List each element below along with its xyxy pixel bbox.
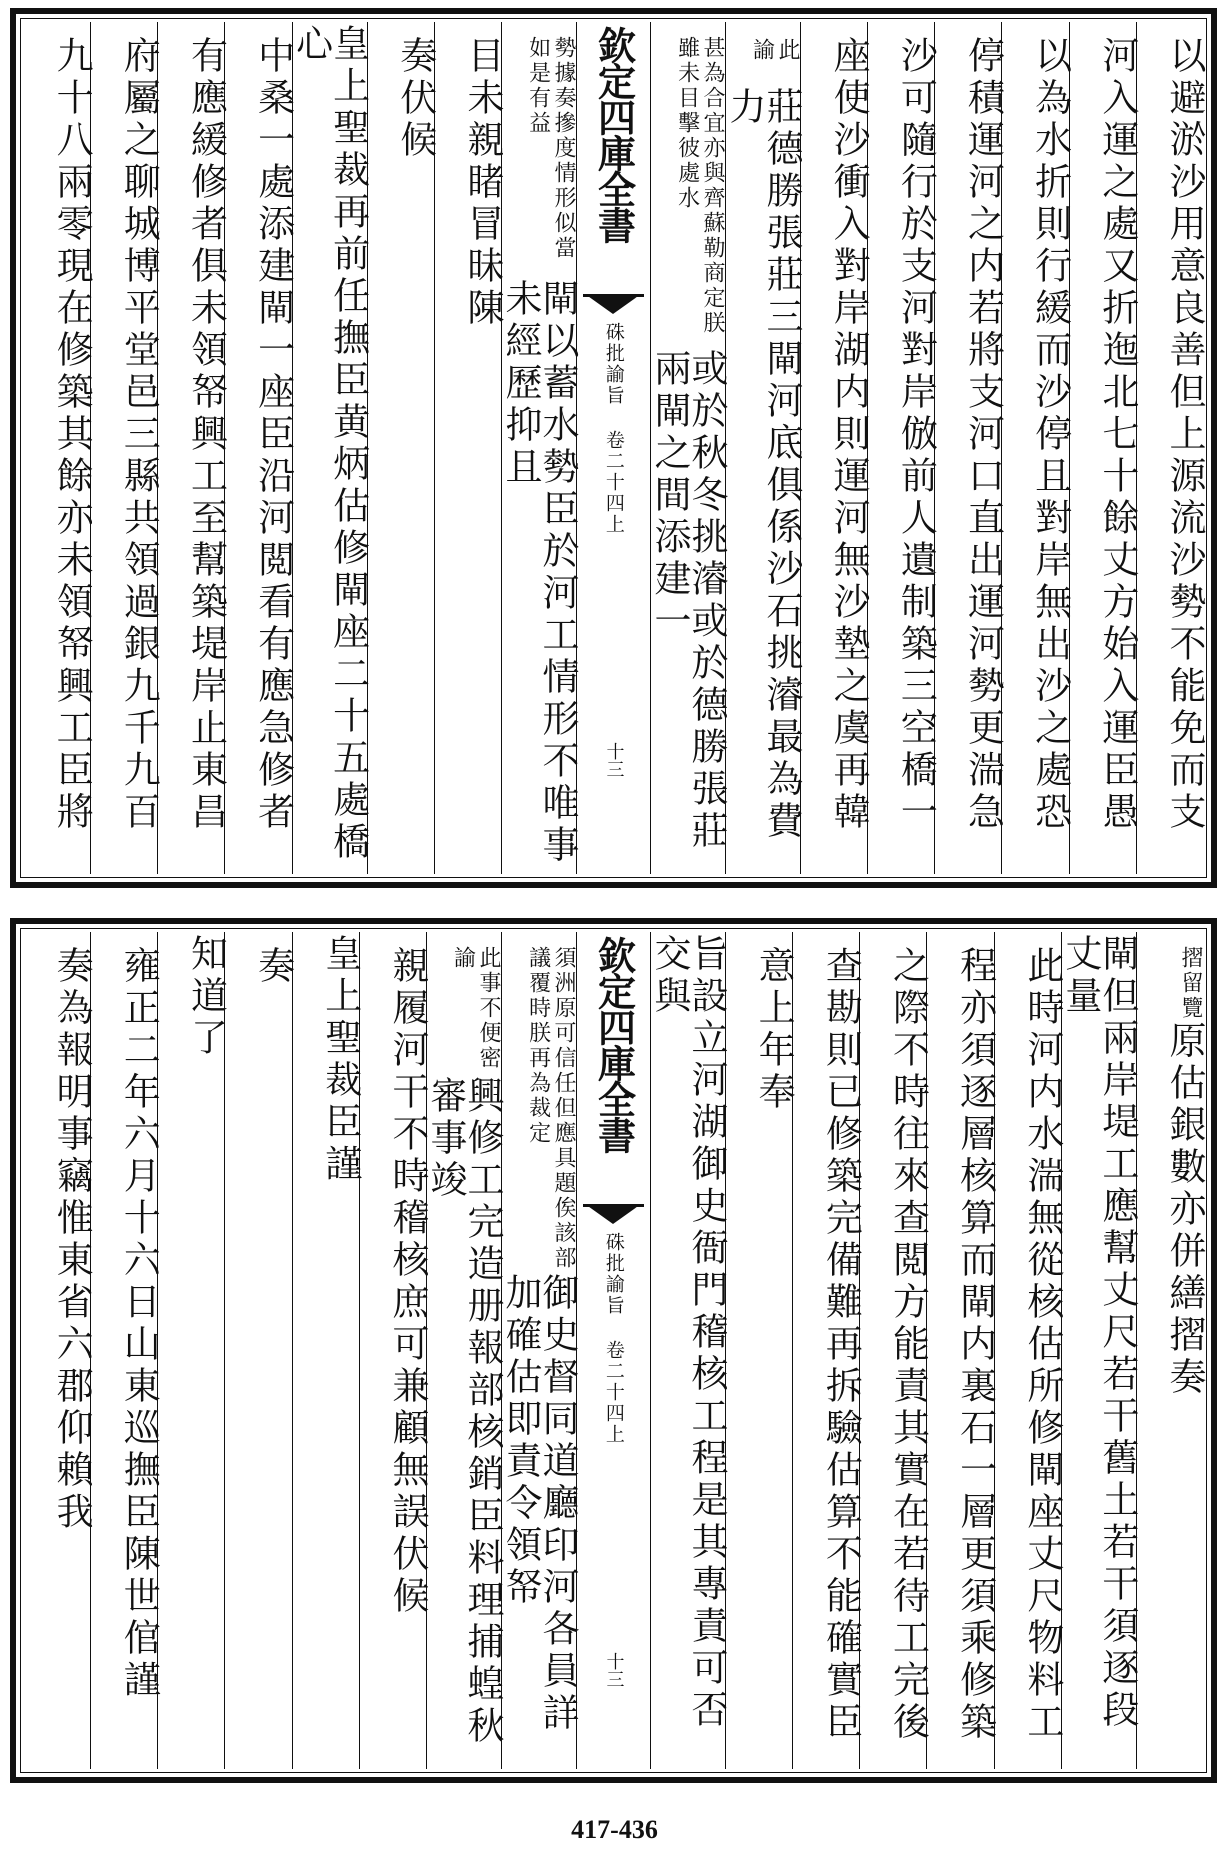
text-main: 閘以蓄水勢臣於河工情形不唯事未經歷抑且 xyxy=(498,278,579,867)
text-column: 座使沙衝入對岸湖内則運河無沙墊之虞再韓 xyxy=(800,22,867,874)
book-title-banner: 欽定四庫全書 xyxy=(591,26,637,242)
text-column: 意上年奉 xyxy=(725,932,792,1769)
text-main: 原估銀數亦併繕摺奏 xyxy=(1163,1021,1206,1399)
center-fold xyxy=(576,22,650,874)
text-column: 查勘則已修築完備難再拆驗估算不能確實臣 xyxy=(792,932,859,1769)
top-page xyxy=(10,8,1217,888)
text-main: 莊德勝張莊三閘河底俱係沙石挑濬最為費力 xyxy=(722,87,803,844)
center-fold xyxy=(576,932,650,1769)
text-column: 雍正二年六月十六日山東巡撫臣陳世倌謹 xyxy=(90,932,157,1769)
annotated-column xyxy=(1136,932,1206,1769)
volume-label: 硃批諭旨 卷二十四上 xyxy=(602,1232,625,1445)
fish-tail-ornament xyxy=(583,294,644,319)
annotated-column xyxy=(498,22,579,874)
rescript-annotation: 此諭 xyxy=(749,38,800,63)
bottom-page xyxy=(10,918,1217,1783)
book-title-banner: 欽定四庫全書 xyxy=(591,936,637,1152)
rescript-annotation: 摺留覽 xyxy=(1178,946,1203,1021)
text-column: 以避淤沙用意良善但上源流沙勢不能免而支 xyxy=(1136,22,1203,874)
text-main: 興修工完造册報部核銷臣料理捕蝗秋審事竣 xyxy=(423,1076,504,1749)
fish-tail-ornament xyxy=(583,1204,644,1229)
annotated-column xyxy=(423,932,504,1769)
text-column: 奏伏候 xyxy=(367,22,434,874)
text-column: 九十八兩零現在修築其餘亦未領帑興工臣將 xyxy=(50,36,94,834)
text-column: 停積運河之内若將支河口直出運河勢更湍急 xyxy=(934,22,1001,874)
text-column: 皇上聖裁臣謹 xyxy=(292,932,359,1769)
annotated-column xyxy=(647,22,728,874)
text-column: 知道了 xyxy=(157,932,224,1769)
annotated-column xyxy=(722,22,803,874)
text-column: 中桑一處添建閘一座臣沿河閲看有應急修者 xyxy=(224,22,291,874)
text-column: 閘但兩岸堤工應幫丈尺若干舊土若干須逐段丈量 xyxy=(1061,932,1136,1769)
text-column: 奏 xyxy=(224,932,291,1769)
text-column: 河入運之處又折迤北七十餘丈方始入運臣愚 xyxy=(1069,22,1136,874)
text-column: 府屬之聊城博平堂邑三縣共領過銀九千九百 xyxy=(90,22,157,874)
text-column: 旨設立河湖御史衙門稽核工程是其專責可否交與 xyxy=(650,932,725,1769)
text-column: 親履河干不時稽核庶可兼顧無誤伏候 xyxy=(359,932,426,1769)
text-column: 有應緩修者俱未領帑興工至幫築堤岸止東昌 xyxy=(157,22,224,874)
text-column: 之際不時往來查閲方能責其實在若待工完後 xyxy=(859,932,926,1769)
text-column: 以為水折則行緩而沙停且對岸無出沙之處恐 xyxy=(1001,22,1068,874)
folio-number: 十三 xyxy=(603,742,625,778)
annotated-column xyxy=(498,932,579,1769)
text-column: 皇上聖裁再前任撫臣黄炳估修閘座二十五處橋心 xyxy=(292,22,367,874)
page-number: 417-436 xyxy=(571,1815,658,1844)
text-column: 目未親睹冒昧陳 xyxy=(434,22,501,874)
text-main: 御史督同道廳印河各員詳加確估即責令領帑 xyxy=(498,1272,579,1735)
top-columns xyxy=(24,22,1206,874)
text-column: 程亦須逐層核算而閘内裏石一層更須乘修築 xyxy=(926,932,993,1769)
folio-number: 十三 xyxy=(603,1652,625,1688)
rescript-annotation: 甚為合宜亦與齊蘇勒商定朕雖未目擊彼處水 xyxy=(674,36,725,336)
text-column: 沙可隨行於支河對岸倣前人遺制築三空橋一 xyxy=(867,22,934,874)
bottom-columns xyxy=(24,932,1206,1769)
rescript-annotation: 勢據奏摻度情形似當如是有益 xyxy=(525,36,576,261)
text-main: 或於秋冬挑濬或於德勝張莊兩閘之間添建一 xyxy=(647,348,728,853)
text-column: 奏為報明事竊惟東省六郡仰賴我 xyxy=(50,946,94,1534)
rescript-annotation: 此事不便密諭 xyxy=(450,946,501,1071)
text-column: 此時河内水湍無從核估所修閘座丈尺物料工 xyxy=(994,932,1061,1769)
volume-label: 硃批諭旨 卷二十四上 xyxy=(602,322,625,535)
rescript-annotation: 須洲原可信任但應具題俟該部議覆時朕再為裁定 xyxy=(525,946,576,1271)
